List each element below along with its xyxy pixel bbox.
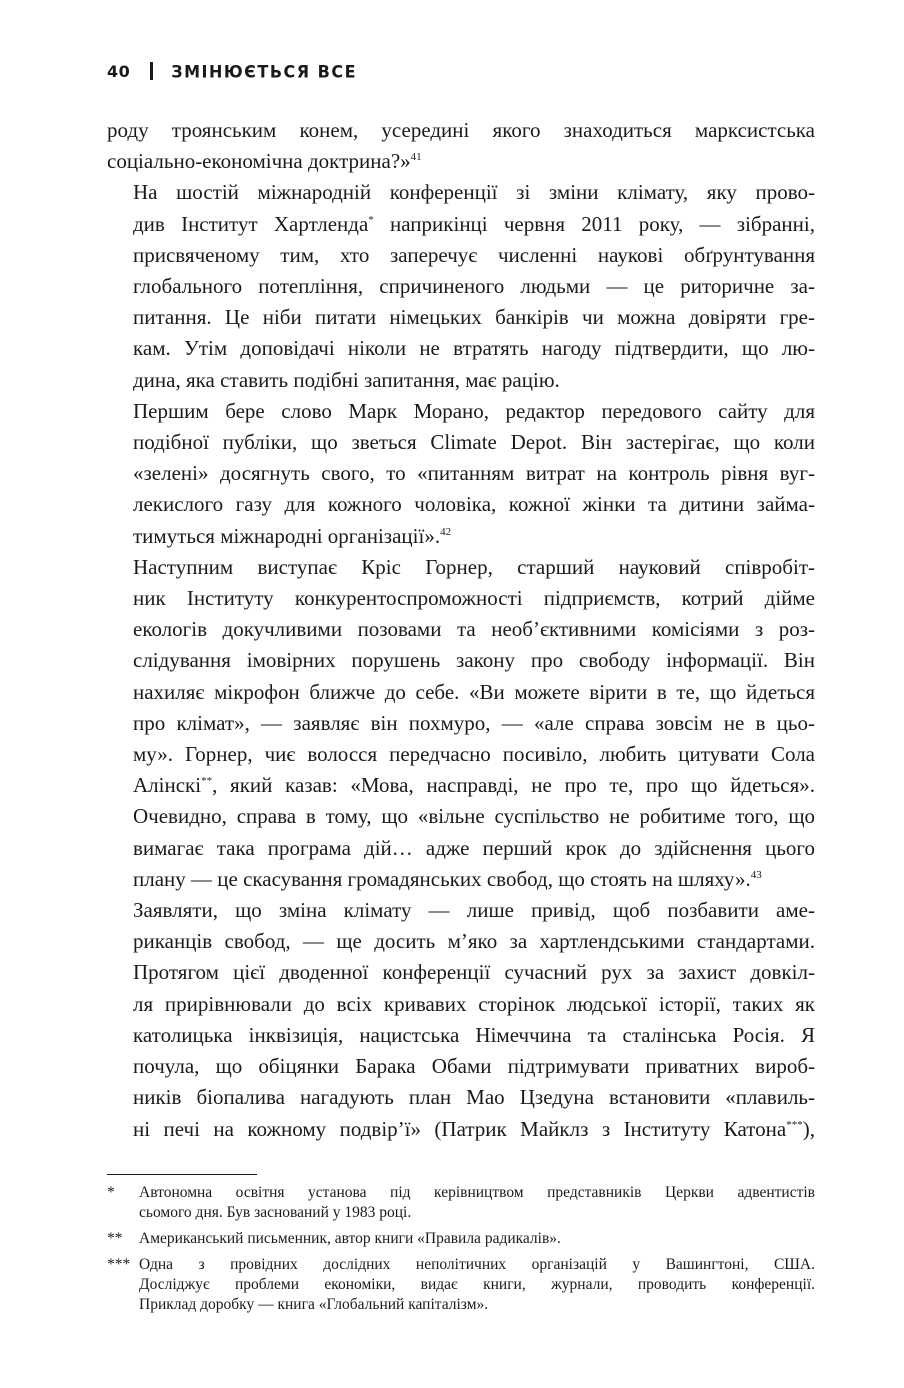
text-line: нахиляє мікрофон ближче до себе. «Ви можете вірити в те, що йдеться	[133, 679, 815, 704]
paragraph	[107, 177, 815, 395]
paragraph	[107, 552, 815, 895]
paragraph	[107, 895, 815, 1145]
text-line: дина, яка ставить подібні запитання, має рацію.	[133, 367, 560, 392]
text-line: ник Інституту конкурентоспроможності підприємств, котрий дійме	[133, 586, 815, 611]
endnote-reference: 41	[410, 151, 422, 164]
text-line: Заявляти, що зміна клімату — лише привід, щоб позбавити аме-	[133, 898, 815, 923]
running-header	[107, 58, 357, 84]
text-line: На шостій міжнародній конференції зі зміни клімату, яку прово-	[133, 180, 815, 205]
text-line: Протягом цієї дводенної конференції сучасний рух за захист довкіл-	[133, 960, 815, 985]
footnote	[107, 1229, 815, 1249]
text-line: соціально-економічна доктрина?»$^{41}$	[107, 149, 422, 174]
text-line: ників біопалива нагадують план Мао Цзедуна встановити «плавиль-	[133, 1085, 815, 1110]
footnote-mark: *	[107, 1184, 115, 1201]
text-line: плану — це скасування громадянських свобод, що стоять на шляху».$^{43}$	[133, 866, 762, 891]
text-line: тимуться міжнародні організації».$^{42}$	[133, 523, 452, 548]
text-line: кам. Утім доповідачі ніколи не втратять нагоду підтвердити, що лю-	[133, 336, 815, 361]
footnote-line: Автономна освітня установа під керівництвом представників Церкви адвентистів	[139, 1184, 815, 1201]
text-line: му». Горнер, чиє волосся передчасно посивіло, любить цитувати Сола	[133, 742, 815, 767]
text-line: слідування імовірних порушень закону про свободу інформації. Він	[133, 648, 815, 673]
footnote	[107, 1183, 815, 1223]
text-line: глобального потепління, спричиненого людьми — це риторичне за-	[133, 274, 815, 299]
running-title: ЗМІНЮЄТЬСЯ ВСЕ	[171, 61, 358, 81]
footnote-text	[139, 1229, 815, 1249]
text-line: див Інститут Хартленда* наприкінці червня 2011 року, — зібранні,	[133, 211, 815, 236]
footnote-text	[139, 1255, 815, 1315]
text-line: Наступним виступає Кріс Горнер, старший науковий співробіт-	[133, 554, 815, 579]
text-line: католицька інквізиція, нацистська Німеччина та сталінська Росія. Я	[133, 1022, 815, 1047]
footnote-line: Одна з провідних дослідних неполітичних організацій у Вашингтоні, США.	[139, 1256, 815, 1273]
footnote-marker: **	[201, 775, 213, 788]
footnote-mark: **	[107, 1230, 123, 1247]
footnote-marker: *	[368, 213, 374, 226]
text-line: екологів докучливими позовами та необ’єктивними комісіями з роз-	[133, 617, 815, 642]
text-line: про клімат», — заявляє він похмуро, — «але справа зовсім не в цьо-	[133, 710, 815, 735]
footnotes	[107, 1183, 815, 1321]
footnote-marker: ***	[786, 1118, 803, 1131]
text-line: Першим бере слово Марк Морано, редактор передового сайту для	[133, 398, 815, 423]
text-line: лекислого газу для кожного чоловіка, кожної жінки та дитини займа-	[133, 492, 815, 517]
footnote-rule	[107, 1174, 257, 1175]
footnote	[107, 1255, 815, 1315]
text-line: риканців свобод, — ще досить м’яко за хартлендськими стандартами.	[133, 929, 815, 954]
footnote-line: сьомого дня. Був заснований у 1983 році.	[139, 1204, 412, 1221]
footnote-line: Американський письменник, автор книги «Правила радикалів».	[139, 1230, 561, 1247]
endnote-reference: 43	[750, 868, 762, 881]
text-line: присвяченому тим, хто заперечує численні наукові обґрунтування	[133, 242, 815, 267]
header-separator	[150, 62, 153, 80]
footnote-text	[139, 1183, 815, 1223]
endnote-reference: 42	[440, 525, 452, 538]
text-line: подібної публіки, що зветься Climate Depot. Він застерігає, що коли	[133, 430, 815, 455]
text-line: Очевидно, справа в тому, що «вільне суспільство не робитиме того, що	[133, 804, 815, 829]
text-line: почула, що обіцянки Барака Обами підтримувати приватних вироб-	[133, 1054, 815, 1079]
page-number: 40	[107, 61, 131, 81]
text-line: Алінскі**, який казав: «Мова, насправді, не про те, про що йдеться».	[133, 773, 815, 798]
paragraph	[107, 115, 815, 177]
text-line: роду троянським конем, усередині якого знаходиться марксистська	[107, 118, 815, 142]
footnote-line: Досліджує проблеми економіки, видає книги, журнали, проводить конференції.	[139, 1276, 815, 1293]
text-line: питання. Це ніби питати німецьких банкірів чи можна довіряти гре-	[133, 305, 815, 330]
text-line: ні печі на кожному подвір’ї» (Патрик Майклз з Інституту Катона***),	[133, 1116, 815, 1141]
text-line: ля прирівнювали до всіх кривавих сторінок людської історії, таких як	[133, 991, 815, 1016]
text-line: «зелені» досягнуть свого, то «питанням витрат на контроль рівня вуг-	[133, 461, 815, 486]
main-text	[107, 115, 815, 1145]
text-line: вимагає така програма дій… адже перший крок до здійснення цього	[133, 835, 815, 860]
paragraph	[107, 396, 815, 552]
footnote-mark: ***	[107, 1256, 131, 1273]
footnote-line: Приклад доробку — книга «Глобальний капіталізм».	[139, 1296, 489, 1313]
